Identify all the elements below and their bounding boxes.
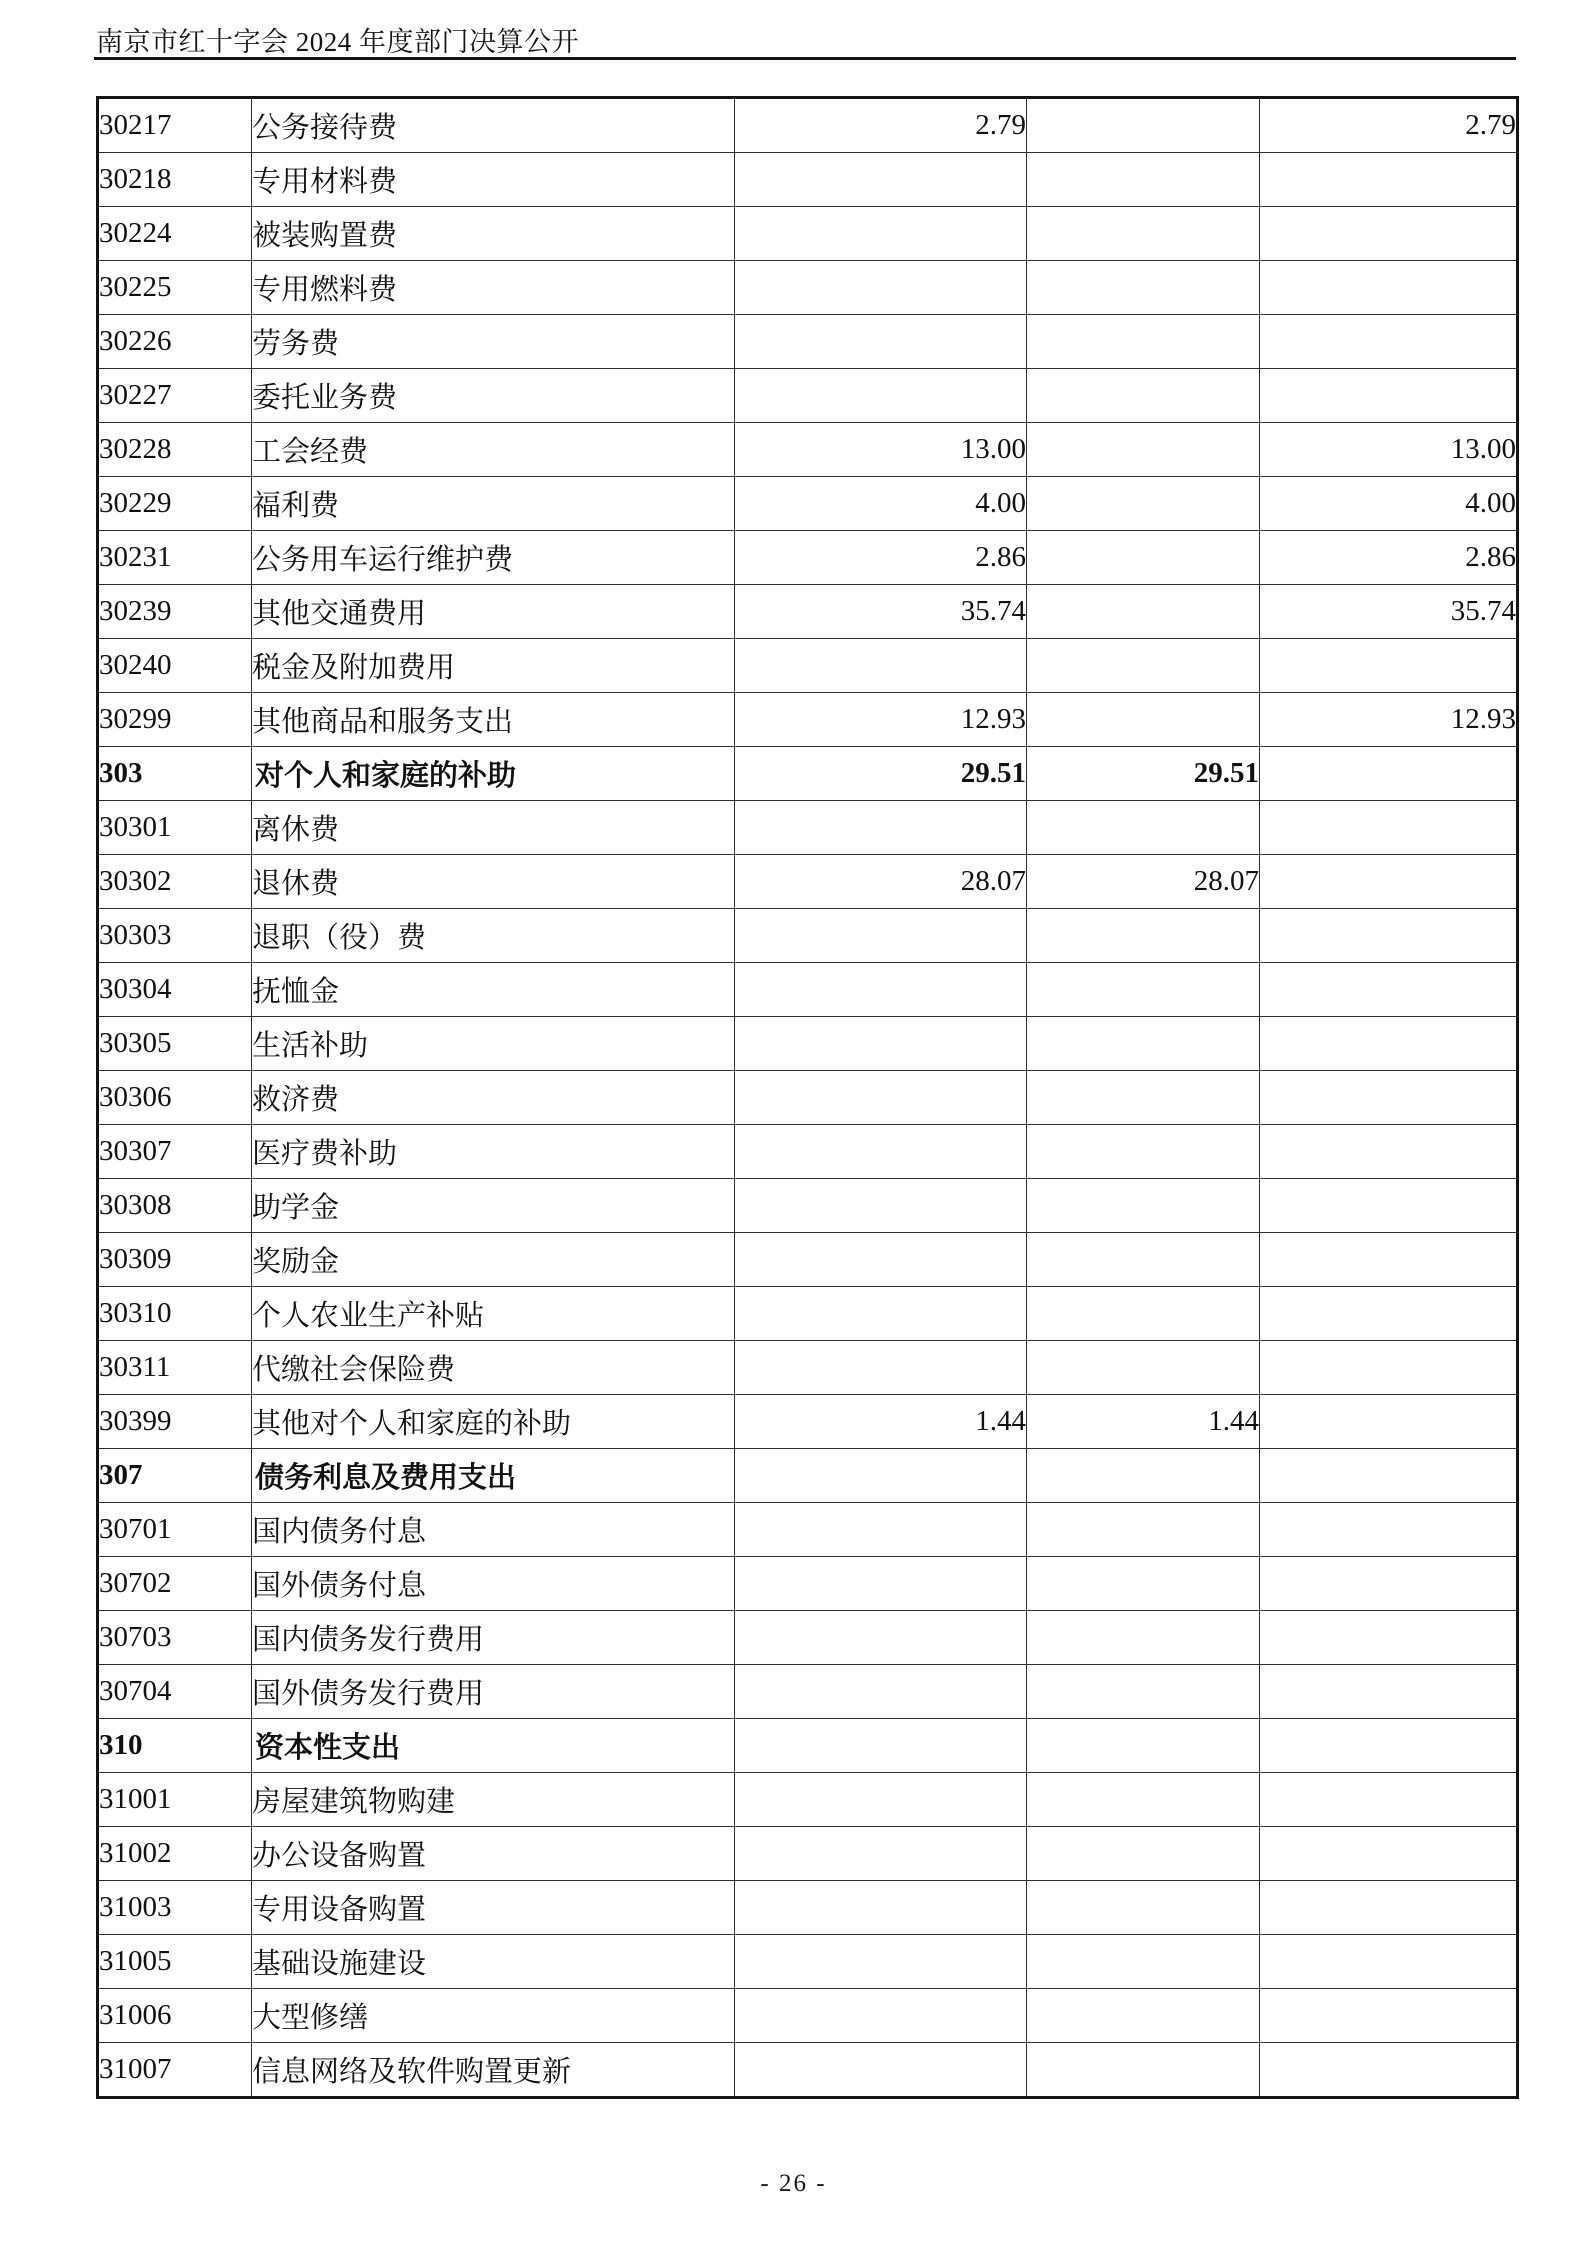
row-name: 专用燃料费 bbox=[252, 261, 735, 315]
row-code: 31005 bbox=[98, 1935, 252, 1989]
row-amount-1: 2.86 bbox=[735, 531, 1027, 585]
row-code: 30310 bbox=[98, 1287, 252, 1341]
row-amount-1 bbox=[735, 1503, 1027, 1557]
row-amount-3: 4.00 bbox=[1260, 477, 1518, 531]
table-row bbox=[98, 1719, 1518, 1773]
row-amount-3 bbox=[1260, 1773, 1518, 1827]
row-code: 30704 bbox=[98, 1665, 252, 1719]
row-code: 30229 bbox=[98, 477, 252, 531]
row-name: 基础设施建设 bbox=[252, 1935, 735, 1989]
row-code: 30302 bbox=[98, 855, 252, 909]
row-amount-1 bbox=[735, 1017, 1027, 1071]
row-code: 30703 bbox=[98, 1611, 252, 1665]
header-rule bbox=[94, 57, 1516, 60]
table-row bbox=[98, 1773, 1518, 1827]
row-amount-2 bbox=[1027, 315, 1260, 369]
row-amount-1 bbox=[735, 1719, 1027, 1773]
row-name: 助学金 bbox=[252, 1179, 735, 1233]
row-name: 抚恤金 bbox=[252, 963, 735, 1017]
row-amount-3 bbox=[1260, 1179, 1518, 1233]
row-code: 30702 bbox=[98, 1557, 252, 1611]
row-amount-3 bbox=[1260, 315, 1518, 369]
row-amount-1 bbox=[735, 369, 1027, 423]
row-amount-3 bbox=[1260, 1017, 1518, 1071]
row-amount-3 bbox=[1260, 2043, 1518, 2098]
row-amount-3 bbox=[1260, 855, 1518, 909]
table-row bbox=[98, 1233, 1518, 1287]
row-amount-2 bbox=[1027, 1935, 1260, 1989]
row-amount-2 bbox=[1027, 207, 1260, 261]
row-amount-3 bbox=[1260, 207, 1518, 261]
row-amount-2 bbox=[1027, 585, 1260, 639]
row-name: 劳务费 bbox=[252, 315, 735, 369]
row-code: 30399 bbox=[98, 1395, 252, 1449]
table-row bbox=[98, 1071, 1518, 1125]
table-row bbox=[98, 585, 1518, 639]
row-amount-1 bbox=[735, 1233, 1027, 1287]
table-row bbox=[98, 693, 1518, 747]
row-code: 30311 bbox=[98, 1341, 252, 1395]
row-amount-3 bbox=[1260, 1665, 1518, 1719]
table-row bbox=[98, 315, 1518, 369]
row-amount-1 bbox=[735, 1557, 1027, 1611]
row-code: 307 bbox=[98, 1449, 252, 1503]
row-name: 退职（役）费 bbox=[252, 909, 735, 963]
row-amount-3 bbox=[1260, 1557, 1518, 1611]
row-code: 303 bbox=[98, 747, 252, 801]
table-row bbox=[98, 1179, 1518, 1233]
row-code: 30217 bbox=[98, 98, 252, 153]
row-amount-3 bbox=[1260, 747, 1518, 801]
row-amount-2 bbox=[1027, 1017, 1260, 1071]
row-amount-2 bbox=[1027, 98, 1260, 153]
row-amount-2 bbox=[1027, 909, 1260, 963]
row-amount-2 bbox=[1027, 1773, 1260, 1827]
table-row bbox=[98, 1827, 1518, 1881]
row-name: 国外债务发行费用 bbox=[252, 1665, 735, 1719]
row-amount-1 bbox=[735, 1449, 1027, 1503]
table-row bbox=[98, 1125, 1518, 1179]
row-code: 31001 bbox=[98, 1773, 252, 1827]
row-amount-1 bbox=[735, 1773, 1027, 1827]
row-name: 对个人和家庭的补助 bbox=[252, 747, 735, 801]
row-amount-1: 28.07 bbox=[735, 855, 1027, 909]
table-row bbox=[98, 963, 1518, 1017]
row-amount-3 bbox=[1260, 1341, 1518, 1395]
table-row bbox=[98, 909, 1518, 963]
row-name: 其他交通费用 bbox=[252, 585, 735, 639]
row-name: 医疗费补助 bbox=[252, 1125, 735, 1179]
row-amount-1: 35.74 bbox=[735, 585, 1027, 639]
row-amount-2 bbox=[1027, 1827, 1260, 1881]
row-name: 资本性支出 bbox=[252, 1719, 735, 1773]
table-row bbox=[98, 369, 1518, 423]
row-amount-3 bbox=[1260, 1233, 1518, 1287]
row-name: 公务用车运行维护费 bbox=[252, 531, 735, 585]
table-row bbox=[98, 207, 1518, 261]
table-row bbox=[98, 1341, 1518, 1395]
row-amount-2 bbox=[1027, 1719, 1260, 1773]
row-name: 债务利息及费用支出 bbox=[252, 1449, 735, 1503]
table-row bbox=[98, 531, 1518, 585]
row-amount-1 bbox=[735, 963, 1027, 1017]
row-name: 代缴社会保险费 bbox=[252, 1341, 735, 1395]
row-amount-2 bbox=[1027, 1287, 1260, 1341]
row-name: 办公设备购置 bbox=[252, 1827, 735, 1881]
row-amount-2: 29.51 bbox=[1027, 747, 1260, 801]
table-row bbox=[98, 1665, 1518, 1719]
row-amount-2 bbox=[1027, 693, 1260, 747]
table-row bbox=[98, 1395, 1518, 1449]
table-row bbox=[98, 855, 1518, 909]
row-amount-3 bbox=[1260, 1287, 1518, 1341]
row-amount-1 bbox=[735, 207, 1027, 261]
row-amount-3 bbox=[1260, 153, 1518, 207]
row-code: 30308 bbox=[98, 1179, 252, 1233]
row-amount-1 bbox=[735, 1287, 1027, 1341]
row-amount-1 bbox=[735, 315, 1027, 369]
row-amount-3 bbox=[1260, 1395, 1518, 1449]
row-name: 税金及附加费用 bbox=[252, 639, 735, 693]
row-code: 30306 bbox=[98, 1071, 252, 1125]
table-row bbox=[98, 98, 1518, 153]
row-amount-1 bbox=[735, 909, 1027, 963]
row-amount-3 bbox=[1260, 1719, 1518, 1773]
row-amount-2 bbox=[1027, 1449, 1260, 1503]
row-amount-2 bbox=[1027, 1611, 1260, 1665]
budget-table-body bbox=[98, 98, 1518, 2098]
row-amount-1: 29.51 bbox=[735, 747, 1027, 801]
row-amount-3: 12.93 bbox=[1260, 693, 1518, 747]
row-amount-1 bbox=[735, 1989, 1027, 2043]
row-amount-1 bbox=[735, 1881, 1027, 1935]
row-amount-1 bbox=[735, 1071, 1027, 1125]
row-code: 31002 bbox=[98, 1827, 252, 1881]
row-amount-3: 35.74 bbox=[1260, 585, 1518, 639]
row-amount-1: 12.93 bbox=[735, 693, 1027, 747]
row-code: 30240 bbox=[98, 639, 252, 693]
row-amount-2 bbox=[1027, 261, 1260, 315]
row-name: 委托业务费 bbox=[252, 369, 735, 423]
row-code: 30303 bbox=[98, 909, 252, 963]
row-amount-2 bbox=[1027, 1179, 1260, 1233]
row-amount-3 bbox=[1260, 1881, 1518, 1935]
row-code: 30218 bbox=[98, 153, 252, 207]
table-row bbox=[98, 1557, 1518, 1611]
row-amount-2 bbox=[1027, 153, 1260, 207]
row-amount-1 bbox=[735, 1125, 1027, 1179]
row-amount-1 bbox=[735, 1341, 1027, 1395]
row-amount-3: 2.79 bbox=[1260, 98, 1518, 153]
row-amount-3 bbox=[1260, 369, 1518, 423]
row-amount-1 bbox=[735, 801, 1027, 855]
row-amount-1: 13.00 bbox=[735, 423, 1027, 477]
row-amount-3 bbox=[1260, 801, 1518, 855]
row-amount-2 bbox=[1027, 2043, 1260, 2098]
row-amount-3 bbox=[1260, 1449, 1518, 1503]
row-amount-2 bbox=[1027, 531, 1260, 585]
row-amount-3 bbox=[1260, 1935, 1518, 1989]
row-amount-1 bbox=[735, 1665, 1027, 1719]
row-name: 救济费 bbox=[252, 1071, 735, 1125]
row-amount-2 bbox=[1027, 1503, 1260, 1557]
table-row bbox=[98, 423, 1518, 477]
row-code: 30228 bbox=[98, 423, 252, 477]
row-amount-3 bbox=[1260, 1125, 1518, 1179]
row-name: 其他商品和服务支出 bbox=[252, 693, 735, 747]
row-amount-3 bbox=[1260, 1827, 1518, 1881]
page-number: - 26 - bbox=[760, 2170, 827, 2197]
row-amount-2 bbox=[1027, 1341, 1260, 1395]
row-amount-1 bbox=[735, 261, 1027, 315]
row-name: 福利费 bbox=[252, 477, 735, 531]
table-row bbox=[98, 1611, 1518, 1665]
row-amount-3 bbox=[1260, 261, 1518, 315]
row-code: 30224 bbox=[98, 207, 252, 261]
row-amount-2 bbox=[1027, 1665, 1260, 1719]
row-code: 30227 bbox=[98, 369, 252, 423]
row-name: 国内债务付息 bbox=[252, 1503, 735, 1557]
row-code: 30239 bbox=[98, 585, 252, 639]
table-row bbox=[98, 639, 1518, 693]
row-amount-1 bbox=[735, 2043, 1027, 2098]
row-amount-1 bbox=[735, 153, 1027, 207]
row-amount-1 bbox=[735, 1611, 1027, 1665]
page-title: 南京市红十字会 2024 年度部门决算公开 bbox=[96, 27, 579, 57]
row-name: 信息网络及软件购置更新 bbox=[252, 2043, 735, 2098]
row-code: 31007 bbox=[98, 2043, 252, 2098]
row-name: 个人农业生产补贴 bbox=[252, 1287, 735, 1341]
row-code: 31003 bbox=[98, 1881, 252, 1935]
row-amount-2 bbox=[1027, 477, 1260, 531]
row-amount-3 bbox=[1260, 1989, 1518, 2043]
row-code: 31006 bbox=[98, 1989, 252, 2043]
row-name: 工会经费 bbox=[252, 423, 735, 477]
row-amount-1 bbox=[735, 639, 1027, 693]
row-amount-2 bbox=[1027, 1233, 1260, 1287]
row-code: 30301 bbox=[98, 801, 252, 855]
row-name: 大型修缮 bbox=[252, 1989, 735, 2043]
table-row bbox=[98, 1017, 1518, 1071]
row-amount-3 bbox=[1260, 1611, 1518, 1665]
row-code: 30305 bbox=[98, 1017, 252, 1071]
row-amount-3 bbox=[1260, 639, 1518, 693]
row-amount-1 bbox=[735, 1827, 1027, 1881]
row-code: 30307 bbox=[98, 1125, 252, 1179]
table-row bbox=[98, 1287, 1518, 1341]
row-code: 30309 bbox=[98, 1233, 252, 1287]
row-amount-3 bbox=[1260, 909, 1518, 963]
table-row bbox=[98, 477, 1518, 531]
row-name: 退休费 bbox=[252, 855, 735, 909]
row-name: 被装购置费 bbox=[252, 207, 735, 261]
row-code: 30231 bbox=[98, 531, 252, 585]
row-code: 310 bbox=[98, 1719, 252, 1773]
row-amount-1: 1.44 bbox=[735, 1395, 1027, 1449]
row-name: 离休费 bbox=[252, 801, 735, 855]
row-amount-3 bbox=[1260, 1503, 1518, 1557]
budget-table bbox=[96, 96, 1519, 2099]
row-amount-2 bbox=[1027, 1557, 1260, 1611]
row-amount-3 bbox=[1260, 963, 1518, 1017]
row-amount-2 bbox=[1027, 1125, 1260, 1179]
row-amount-2 bbox=[1027, 423, 1260, 477]
table-row bbox=[98, 1449, 1518, 1503]
row-amount-1: 4.00 bbox=[735, 477, 1027, 531]
row-name: 公务接待费 bbox=[252, 98, 735, 153]
row-amount-3: 2.86 bbox=[1260, 531, 1518, 585]
row-code: 30225 bbox=[98, 261, 252, 315]
row-name: 专用设备购置 bbox=[252, 1881, 735, 1935]
table-row bbox=[98, 1989, 1518, 2043]
table-row bbox=[98, 801, 1518, 855]
row-amount-1 bbox=[735, 1935, 1027, 1989]
row-code: 30299 bbox=[98, 693, 252, 747]
row-amount-2 bbox=[1027, 1989, 1260, 2043]
row-amount-2: 1.44 bbox=[1027, 1395, 1260, 1449]
row-code: 30226 bbox=[98, 315, 252, 369]
row-name: 国外债务付息 bbox=[252, 1557, 735, 1611]
row-amount-2 bbox=[1027, 1881, 1260, 1935]
row-name: 专用材料费 bbox=[252, 153, 735, 207]
row-name: 其他对个人和家庭的补助 bbox=[252, 1395, 735, 1449]
row-amount-3 bbox=[1260, 1071, 1518, 1125]
table-row bbox=[98, 261, 1518, 315]
row-code: 30701 bbox=[98, 1503, 252, 1557]
row-amount-2 bbox=[1027, 639, 1260, 693]
table-row bbox=[98, 1503, 1518, 1557]
table-row bbox=[98, 2043, 1518, 2098]
row-amount-1 bbox=[735, 1179, 1027, 1233]
row-amount-2 bbox=[1027, 369, 1260, 423]
row-amount-2 bbox=[1027, 1071, 1260, 1125]
row-amount-2: 28.07 bbox=[1027, 855, 1260, 909]
row-amount-2 bbox=[1027, 801, 1260, 855]
row-name: 国内债务发行费用 bbox=[252, 1611, 735, 1665]
row-name: 房屋建筑物购建 bbox=[252, 1773, 735, 1827]
table-row bbox=[98, 747, 1518, 801]
row-name: 生活补助 bbox=[252, 1017, 735, 1071]
row-amount-2 bbox=[1027, 963, 1260, 1017]
table-row bbox=[98, 1935, 1518, 1989]
row-name: 奖励金 bbox=[252, 1233, 735, 1287]
row-code: 30304 bbox=[98, 963, 252, 1017]
row-amount-1: 2.79 bbox=[735, 98, 1027, 153]
table-row bbox=[98, 1881, 1518, 1935]
row-amount-3: 13.00 bbox=[1260, 423, 1518, 477]
table-row bbox=[98, 153, 1518, 207]
